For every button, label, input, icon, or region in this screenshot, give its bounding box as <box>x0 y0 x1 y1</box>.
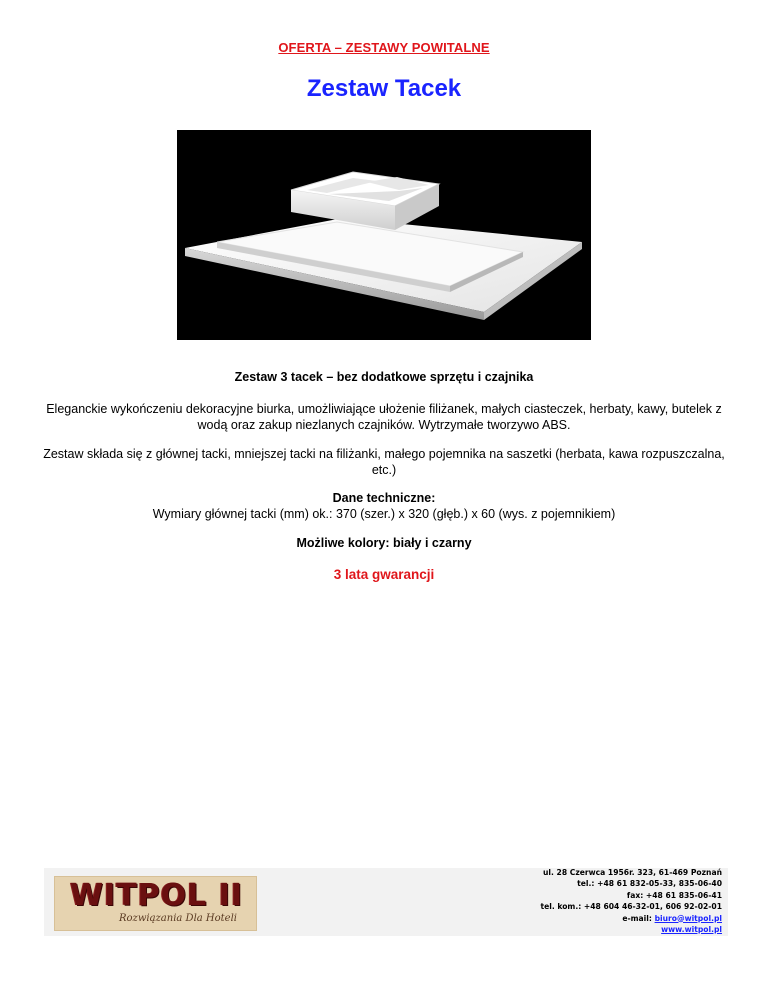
contact-mobile: tel. kom.: +48 604 46-32-01, 606 92-02-01 <box>540 902 722 912</box>
contact-address: ul. 28 Czerwca 1956r. 323, 61-469 Poznań <box>543 868 722 877</box>
contact-details <box>540 867 722 935</box>
product-subtitle: Zestaw 3 tacek – bez dodatkowe sprzętu i czajnika <box>234 370 534 384</box>
logo-tagline: Rozwiązania Dla Hoteli <box>119 913 237 924</box>
page-title: Zestaw Tacek <box>306 75 462 102</box>
company-footer <box>44 868 728 936</box>
contact-fax: fax: +48 61 835-06-41 <box>626 890 722 900</box>
email-prefix: e-mail: <box>622 913 655 923</box>
warranty-note: 3 lata gwarancji <box>333 567 435 582</box>
company-logo <box>54 876 257 931</box>
tech-dimensions: Wymiary głównej tacki (mm) ok.: 370 (szer.) x 320 (głęb.) x 60 (wys. z pojemnikiem) <box>152 507 616 521</box>
contact-phone: tel.: +48 61 832-05-33, 835-06-40 <box>577 879 722 889</box>
available-colors: Możliwe kolory: biały i czarny <box>296 536 472 550</box>
product-description: Eleganckie wykończeniu dekoracyjne biurka, umożliwiające ułożenie filiżanek, małych ciasteczek, herbaty, kawy, butelek z wodą oraz zakup niezlanych czajników. Wytrzymałe tworzywo ABS. <box>46 402 722 432</box>
logo-wordmark: WITPOL II <box>69 878 244 913</box>
website-link[interactable]: www.witpol.pl <box>661 925 722 935</box>
tray-set-photo <box>177 130 591 340</box>
product-contents: Zestaw składa się z głównej tacki, mniejszej tacki na filiżanki, małego pojemnika na saszetki (herbata, kawa rozpuszczalna, etc.) <box>43 447 725 477</box>
contact-email-line <box>540 913 722 924</box>
offer-label: OFERTA – ZESTAWY POWITALNE <box>278 40 490 55</box>
email-link[interactable]: biuro@witpol.pl <box>654 913 722 923</box>
tech-heading: Dane techniczne: <box>332 491 436 505</box>
tray-set-illustration <box>177 130 591 340</box>
